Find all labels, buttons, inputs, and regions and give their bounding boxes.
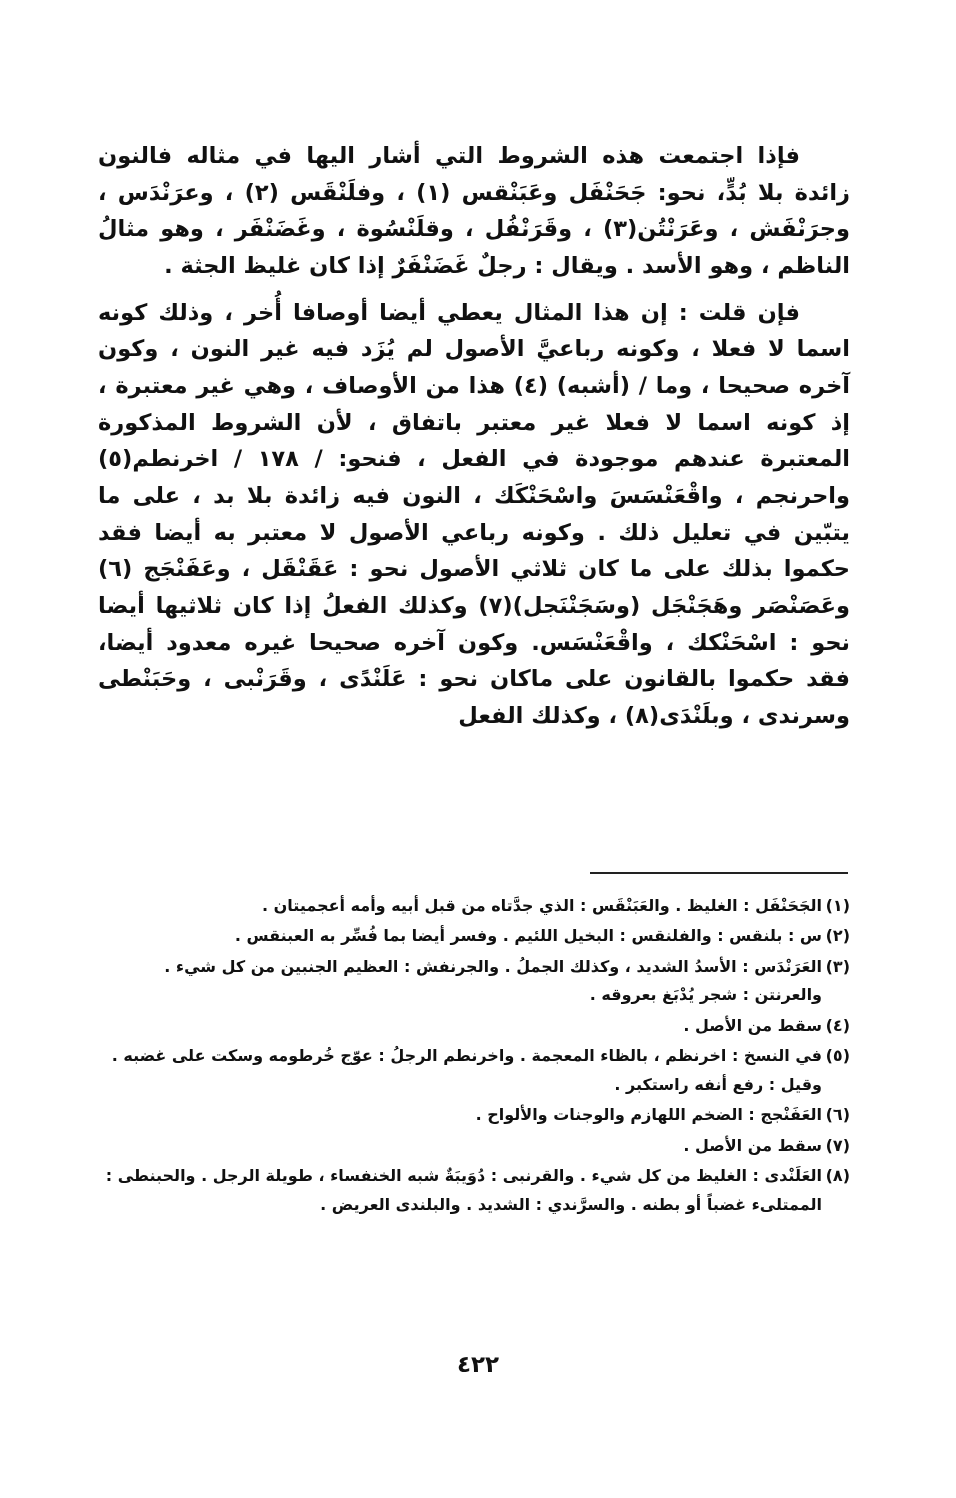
footnote-text: سقط من الأصل . <box>683 1135 822 1155</box>
footnote-number: (٥) <box>825 1046 850 1066</box>
footnote-2 <box>98 922 850 950</box>
main-text <box>98 138 850 735</box>
footnote-1 <box>98 892 850 920</box>
footnote-text: العَرَنْدَس : الأسدُ الشديد ، وكذلك الجملُ . والجرنفش : العظيم الجنبين من كل شيء . والعرنتن : شجر يُدْبَغ بعروقه . <box>164 956 822 1005</box>
footnote-number: (٣) <box>825 956 850 976</box>
footnote-number: (١) <box>825 896 850 915</box>
footnote-number: (٧) <box>825 1135 850 1155</box>
footnote-text: العَلَنْدى : الغليظ من كل شيء . والقرنبى : دُوَيبَةٌ شبه الخنفساء ، طويلة الرجل . والحبنطى : الممتلىء غضباً أو بطنه . والسرَّندي : الشديد . والبلندى العريض . <box>105 1166 822 1214</box>
footnote-4 <box>98 1012 850 1040</box>
footnote-text: الجَحَنْفَل : الغليظ . والعَبَنْقَس : الذي جدَّتاه من قبل أبيه وأمه أعجميتان . <box>261 896 822 915</box>
footnote-5 <box>98 1042 850 1099</box>
footnote-number: (٤) <box>825 1015 850 1035</box>
footnote-7 <box>98 1132 850 1160</box>
paragraph-1: فإذا اجتمعت هذه الشروط التي أشار اليها في مثاله فالنون زائدة بلا بُدٍّ، نحو: جَحَنْفَل وعَبَنْقس (١) ، وفلَنْقَس (٢) ، وعرَنْدَس ، وجرَنْفَش ، وعَرَنْتُن(٣) ، وقَرَنْفُل ، وقلَنْسُوة ، وغَضَنْفَر ، وهو مثالُ الناظم ، وهو الأسد . ويقال : رجلٌ غَضَنْفَرٌ إذا كان غليظ الجثة . <box>98 143 850 280</box>
footnote-number: (٦) <box>825 1105 850 1125</box>
footnote-text: س : بلنقس : والفلنقس : البخيل اللئيم . وفسر أيضا بما فُسِّر به العبنقس . <box>234 926 822 946</box>
footnote-6 <box>98 1101 850 1129</box>
page-number: ٤٢٢ <box>456 1352 500 1378</box>
footnote-3 <box>98 953 850 1010</box>
footnote-text: العَفَنْجج : الضخم اللهازم والوجنات والألواح . <box>475 1105 822 1125</box>
footnote-text: سقط من الأصل . <box>683 1015 822 1035</box>
footnote-number: (٢) <box>825 926 850 946</box>
footnote-number: (٨) <box>825 1166 850 1186</box>
paragraph-2: فإن قلت : إن هذا المثال يعطي أيضا أوصافا أُخر ، وذلك كونه اسما لا فعلا ، وكونه رباعيَّ الأصول لم يُزَد فيه غير النون ، وكون آخره صحيحا ، وما / (أشبه) (٤) هذا من الأوصاف ، وهي غير معتبرة ، إذ كونه اسما لا فعلا غير معتبر باتفاق ، لأن الشروط المذكورة المعتبرة عندهم موجودة في الفعل ، فنحو: / ١٧٨ / اخرنطم(٥) واحرنجم ، واقْعَنْسَسَ واسْحَنْكَك ، النون فيه زائدة بلا بد ، على ما يتبّين في تعليل ذلك . وكونه رباعي الأصول لا معتبر به أيضا فقد حكموا بذلك على ما كان ثلاثي الأصول نحو : عَقَنْقَل ، وعَفَنْجَج (٦) وعَصَنْصَر وهَجَنْجَل (وسَجَنْنَجل)(٧) وكذلك الفعلُ إذا كان ثلاثيها أيضا نحو : اسْحَنْكك ، واقْعَنْسَس. وكون آخره صحيحا غيره معدود أيضا، فقد حكموا بالقانون على ماكان نحو : عَلَنْدًى ، وقَرَنْبى ، وحَبَنْطى وسرندى ، وبلَنْدَى(٨) ، وكذلك الفعل <box>98 299 850 730</box>
footnote-text: في النسخ : اخرنظم ، بالظاء المعجمة . واخرنطم الرجلُ : عوّج خُرطومه وسكت على غضبه . وقيل : رفع أنفه راستكبر . <box>111 1046 822 1094</box>
footnotes <box>98 892 850 1221</box>
footnote-8 <box>98 1162 850 1219</box>
footnote-separator <box>590 872 848 874</box>
